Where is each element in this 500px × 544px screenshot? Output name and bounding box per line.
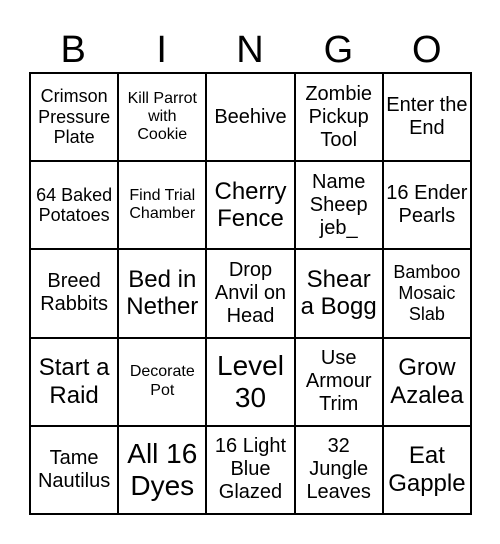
header-letter-b: B bbox=[60, 29, 86, 71]
bingo-cell-r4-c4[interactable]: Use Armour Trim bbox=[295, 338, 383, 426]
bingo-cell-r1-c1[interactable]: Crimson Pressure Plate bbox=[30, 73, 118, 161]
bingo-cell-r2-c1[interactable]: 64 Baked Potatoes bbox=[30, 161, 118, 249]
bingo-cell-r5-c4[interactable]: 32 Jungle Leaves bbox=[295, 426, 383, 514]
bingo-cell-r1-c4[interactable]: Zombie Pickup Tool bbox=[295, 73, 383, 161]
bingo-cell-r4-c1[interactable]: Start a Raid bbox=[30, 338, 118, 426]
bingo-header bbox=[29, 28, 471, 72]
bingo-cell-r3-c5[interactable]: Bamboo Mosaic Slab bbox=[383, 249, 471, 337]
bingo-cell-r3-c3[interactable]: Drop Anvil on Head bbox=[206, 249, 294, 337]
bingo-cell-r2-c2[interactable]: Find Trial Chamber bbox=[118, 161, 206, 249]
bingo-board bbox=[29, 72, 472, 515]
header-letter-g: G bbox=[323, 29, 354, 71]
bingo-cell-r4-c5[interactable]: Grow Azalea bbox=[383, 338, 471, 426]
bingo-cell-r1-c2[interactable]: Kill Parrot with Cookie bbox=[118, 73, 206, 161]
bingo-cell-r3-c1[interactable]: Breed Rabbits bbox=[30, 249, 118, 337]
bingo-cell-r4-c2[interactable]: Decorate Pot bbox=[118, 338, 206, 426]
bingo-cell-r3-c4[interactable]: Shear a Bogg bbox=[295, 249, 383, 337]
bingo-cell-r2-c5[interactable]: 16 Ender Pearls bbox=[383, 161, 471, 249]
bingo-cell-r1-c5[interactable]: Enter the End bbox=[383, 73, 471, 161]
header-letter-o: O bbox=[412, 29, 442, 71]
bingo-cell-r1-c3[interactable]: Beehive bbox=[206, 73, 294, 161]
bingo-cell-r5-c1[interactable]: Tame Nautilus bbox=[30, 426, 118, 514]
bingo-cell-r5-c5[interactable]: Eat Gapple bbox=[383, 426, 471, 514]
bingo-cell-r5-c2[interactable]: All 16 Dyes bbox=[118, 426, 206, 514]
bingo-cell-r2-c3[interactable]: Cherry Fence bbox=[206, 161, 294, 249]
header-letter-n: N bbox=[236, 29, 264, 71]
header-letter-i: I bbox=[156, 29, 167, 71]
bingo-cell-r5-c3[interactable]: 16 Light Blue Glazed bbox=[206, 426, 294, 514]
bingo-cell-r4-c3[interactable]: Level 30 bbox=[206, 338, 294, 426]
bingo-cell-r2-c4[interactable]: Name Sheep jeb_ bbox=[295, 161, 383, 249]
bingo-cell-r3-c2[interactable]: Bed in Nether bbox=[118, 249, 206, 337]
